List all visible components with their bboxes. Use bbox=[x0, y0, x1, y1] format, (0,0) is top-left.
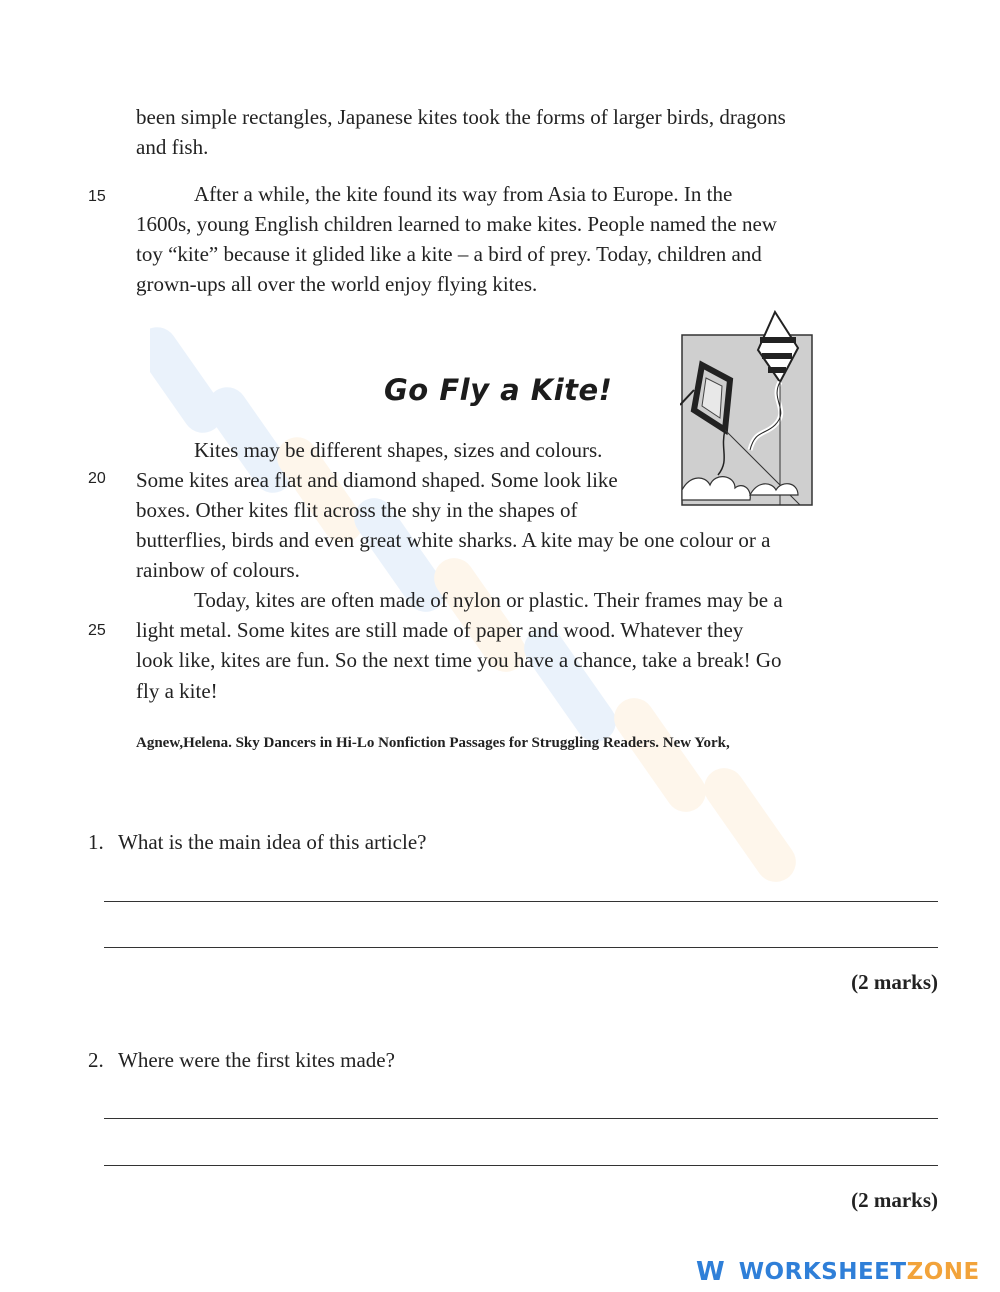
question-text: Where were the first kites made? bbox=[118, 1048, 395, 1072]
passage-line: fly a kite! bbox=[136, 679, 218, 703]
worksheetzone-brand[interactable] bbox=[696, 1252, 980, 1292]
passage-line: toy “kite” because it glided like a kite – a bird of prey. Today, children and bbox=[136, 242, 762, 266]
worksheetzone-logo-icon: W bbox=[696, 1257, 725, 1287]
line-number: 15 bbox=[88, 188, 106, 205]
question-text: What is the main idea of this article? bbox=[118, 830, 427, 854]
question-number: 1. bbox=[88, 830, 104, 854]
kites-illustration bbox=[680, 310, 814, 506]
passage-line: grown-ups all over the world enjoy flying kites. bbox=[136, 272, 538, 296]
line-number: 20 bbox=[88, 470, 106, 487]
answer-line[interactable] bbox=[104, 1118, 938, 1119]
question-number: 2. bbox=[88, 1048, 104, 1072]
answer-line[interactable] bbox=[104, 947, 938, 948]
passage-line: Today, kites are often made of nylon or plastic. Their frames may be a bbox=[194, 588, 783, 612]
section-title: Go Fly a Kite! bbox=[384, 373, 613, 407]
line-number: 25 bbox=[88, 622, 106, 639]
brand-name bbox=[739, 1259, 980, 1285]
citation: Agnew,Helena. Sky Dancers in Hi-Lo Nonfiction Passages for Struggling Readers. New York, bbox=[136, 735, 730, 751]
brand-name-part1: WORKSHEET bbox=[738, 1259, 907, 1285]
question-1 bbox=[88, 830, 426, 855]
passage-line: 1600s, young English children learned to make kites. People named the new bbox=[136, 212, 777, 236]
passage-line: butterflies, birds and even great white sharks. A kite may be one colour or a bbox=[136, 528, 771, 552]
marks-label: (2 marks) bbox=[851, 970, 938, 994]
question-2 bbox=[88, 1048, 395, 1073]
brand-name-part2: ZONE bbox=[906, 1259, 980, 1285]
passage-line: and fish. bbox=[136, 135, 209, 159]
passage-line: boxes. Other kites flit across the shy in the shapes of bbox=[136, 498, 578, 522]
passage-line: look like, kites are fun. So the next time you have a chance, take a break! Go bbox=[136, 648, 782, 672]
passage-line: been simple rectangles, Japanese kites took the forms of larger birds, dragons bbox=[136, 105, 786, 129]
passage-line: Kites may be different shapes, sizes and colours. bbox=[194, 438, 603, 462]
answer-line[interactable] bbox=[104, 901, 938, 902]
passage-line: Some kites area flat and diamond shaped. Some look like bbox=[136, 468, 618, 492]
passage-line: After a while, the kite found its way from Asia to Europe. In the bbox=[194, 182, 733, 206]
passage-line: rainbow of colours. bbox=[136, 558, 300, 582]
marks-label: (2 marks) bbox=[851, 1188, 938, 1212]
passage-line: light metal. Some kites are still made of paper and wood. Whatever they bbox=[136, 618, 744, 642]
answer-line[interactable] bbox=[104, 1165, 938, 1166]
